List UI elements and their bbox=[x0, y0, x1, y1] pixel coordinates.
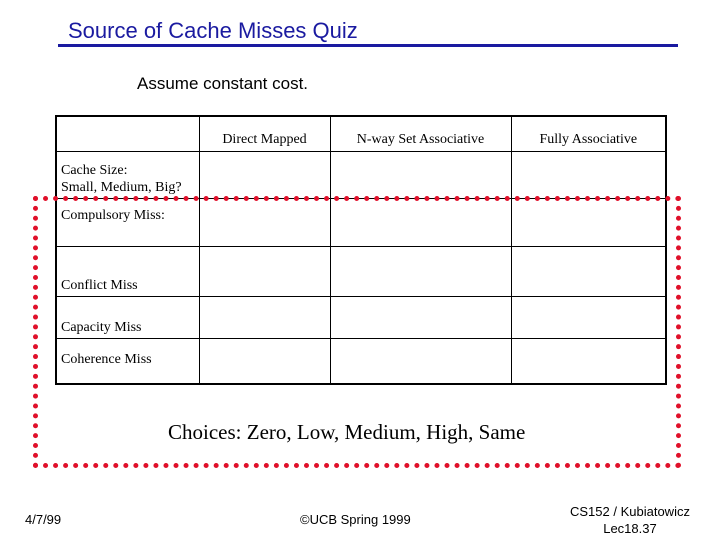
cell-direct-mapped bbox=[199, 338, 330, 384]
footer-course bbox=[570, 503, 690, 537]
cell-fully bbox=[511, 246, 666, 296]
row-label-line2: Small, Medium, Big? bbox=[61, 179, 182, 195]
cell-fully bbox=[511, 151, 666, 198]
footer-copyright: ©UCB Spring 1999 bbox=[300, 512, 411, 527]
footer-lecture: Lec18.37 bbox=[603, 521, 657, 536]
cell-direct-mapped bbox=[199, 296, 330, 338]
table-row bbox=[56, 338, 666, 384]
quiz-table bbox=[55, 115, 667, 385]
row-label-cache-size bbox=[56, 151, 199, 198]
row-label-capacity: Capacity Miss bbox=[56, 296, 199, 338]
row-label-conflict: Conflict Miss bbox=[56, 246, 199, 296]
table-row bbox=[56, 246, 666, 296]
cell-nway bbox=[330, 151, 511, 198]
cell-direct-mapped bbox=[199, 151, 330, 198]
table-row bbox=[56, 198, 666, 246]
cell-direct-mapped bbox=[199, 246, 330, 296]
row-label-line1: Cache Size: bbox=[61, 162, 128, 178]
cell-fully bbox=[511, 198, 666, 246]
choices-text: Choices: Zero, Low, Medium, High, Same bbox=[168, 420, 526, 444]
table-row bbox=[56, 151, 666, 198]
header-fully-associative: Fully Associative bbox=[511, 116, 666, 151]
header-direct-mapped: Direct Mapped bbox=[199, 116, 330, 151]
footer-course-name: CS152 / Kubiatowicz bbox=[570, 504, 690, 519]
row-label-compulsory: Compulsory Miss: bbox=[56, 198, 199, 246]
table-header-row bbox=[56, 116, 666, 151]
slide-subtitle: Assume constant cost. bbox=[137, 74, 309, 93]
cell-fully bbox=[511, 296, 666, 338]
cell-fully bbox=[511, 338, 666, 384]
cell-nway bbox=[330, 338, 511, 384]
header-nway-set-associative: N-way Set Associative bbox=[330, 116, 511, 151]
row-label-coherence: Coherence Miss bbox=[56, 338, 199, 384]
slide-title: Source of Cache Misses Quiz bbox=[68, 18, 358, 43]
footer-date: 4/7/99 bbox=[25, 512, 62, 527]
header-blank bbox=[56, 116, 199, 151]
table-row bbox=[56, 296, 666, 338]
cell-nway bbox=[330, 198, 511, 246]
cell-direct-mapped bbox=[199, 198, 330, 246]
title-underline bbox=[58, 44, 678, 47]
cell-nway bbox=[330, 296, 511, 338]
cell-nway bbox=[330, 246, 511, 296]
